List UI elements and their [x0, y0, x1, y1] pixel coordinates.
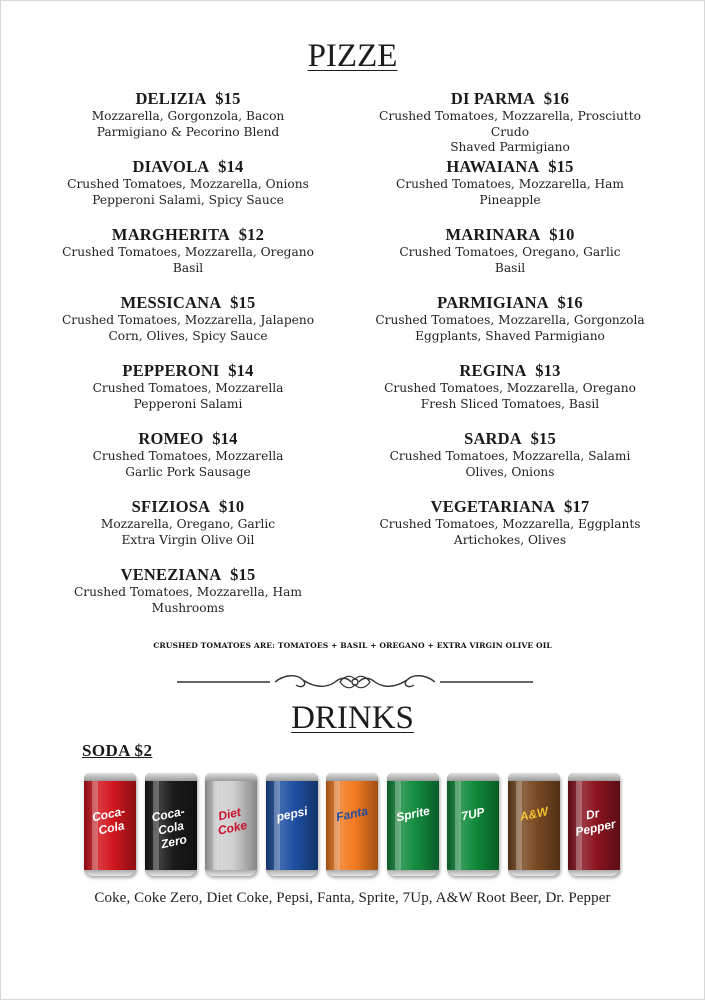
pizza-name: MESSICANA — [120, 293, 222, 312]
pizza-name-price — [38, 360, 338, 381]
pizza-price: $10 — [218, 497, 245, 516]
pizze-heading: PIZZE — [307, 38, 398, 74]
pizza-name-price — [360, 496, 660, 517]
pizza-name: DIAVOLA — [132, 157, 210, 176]
pizza-ingredients-line-1: Crushed Tomatoes, Mozzarella, Salami — [389, 449, 631, 463]
pizza-item — [38, 224, 338, 292]
pizza-ingredients-line-1: Crushed Tomatoes, Mozzarella, Ham — [395, 177, 624, 191]
pizza-ingredients-line-2: Pepperoni Salami — [133, 396, 243, 411]
soda-can-icon — [84, 773, 136, 876]
soda-cans-image — [84, 773, 624, 878]
pizza-column-left — [38, 88, 338, 632]
pizza-item — [38, 496, 338, 564]
pizza-column-right — [360, 88, 660, 564]
pizza-price: $12 — [238, 225, 265, 244]
pizza-price: $16 — [543, 89, 570, 108]
pizza-ingredients-line-1: Crushed Tomatoes, Mozzarella, Onions — [67, 177, 309, 191]
pizza-name: SFIZIOSA — [131, 497, 211, 516]
pizza-ingredients-line-2: Olives, Onions — [465, 464, 555, 479]
pizza-ingredients-line-1: Mozzarella, Oregano, Garlic — [100, 517, 276, 531]
pizza-name-price — [360, 224, 660, 245]
soda-can-logo: A&W — [518, 804, 549, 824]
soda-can-icon — [447, 773, 499, 876]
pizza-item — [360, 156, 660, 224]
pizza-ingredients-line-1: Crushed Tomatoes, Mozzarella — [92, 381, 284, 395]
soda-can-logo: Sprite — [394, 803, 431, 825]
pizza-name: DELIZIA — [135, 89, 207, 108]
pizza-name: PARMIGIANA — [437, 293, 549, 312]
pizza-name: VEGETARIANA — [430, 497, 556, 516]
pizza-ingredients-line-2: Basil — [172, 260, 204, 275]
pizza-price: $15 — [230, 293, 256, 312]
pizza-item — [360, 496, 660, 564]
pizza-ingredients-line-2: Parmigiano & Pecorino Blend — [96, 124, 280, 139]
pizza-ingredients-line-1: Crushed Tomatoes, Mozzarella, Prosciutto Crudo — [379, 109, 641, 139]
pizza-name: DI PARMA — [450, 89, 536, 108]
pizza-ingredients-line-1: Crushed Tomatoes, Mozzarella — [92, 449, 284, 463]
pizza-name-price — [38, 224, 338, 245]
pizza-name-price — [38, 88, 338, 109]
pizza-name: ROMEO — [138, 429, 204, 448]
pizza-ingredients-line-1: Crushed Tomatoes, Mozzarella, Eggplants — [379, 517, 641, 531]
pizza-item — [360, 292, 660, 360]
pizza-item — [38, 564, 338, 632]
pizza-ingredients-line-2: Pepperoni Salami, Spicy Sauce — [92, 192, 284, 207]
soda-can-icon — [145, 773, 197, 876]
ornamental-divider — [175, 671, 535, 693]
pizza-name: PEPPERONI — [122, 361, 220, 380]
pizza-item — [360, 360, 660, 428]
pizza-item — [38, 360, 338, 428]
pizza-item — [38, 292, 338, 360]
pizza-name-price — [38, 428, 338, 449]
pizza-name: MARGHERITA — [111, 225, 231, 244]
pizza-ingredients-line-2: Garlic Pork Sausage — [125, 464, 251, 479]
pizza-price: $14 — [228, 361, 254, 380]
soda-can-icon — [205, 773, 257, 876]
pizza-price: $10 — [549, 225, 575, 244]
pizza-price: $15 — [230, 565, 256, 584]
drinks-heading: DRINKS — [291, 700, 414, 736]
pizza-ingredients-line-1: Crushed Tomatoes, Mozzarella, Ham — [73, 585, 302, 599]
soda-can-icon — [387, 773, 439, 876]
pizza-price: $16 — [557, 293, 583, 312]
pizza-name-price — [38, 156, 338, 177]
soda-can-icon — [508, 773, 560, 876]
pizza-ingredients-line-1: Crushed Tomatoes, Mozzarella, Oregano — [384, 381, 636, 395]
pizza-ingredients-line-1: Crushed Tomatoes, Mozzarella, Oregano — [62, 245, 314, 259]
soda-can-logo: Dr Pepper — [574, 805, 617, 839]
pizza-item — [360, 428, 660, 496]
pizza-ingredients-line-2: Pineapple — [479, 192, 541, 207]
pizza-ingredients-line-2: Mushrooms — [151, 600, 225, 615]
soda-can-logo: Coca-Cola — [90, 803, 127, 838]
soda-can-icon — [326, 773, 378, 876]
pizza-name: HAWAIANA — [446, 157, 540, 176]
pizza-name: REGINA — [459, 361, 527, 380]
pizza-name-price — [38, 496, 338, 517]
pizza-price: $15 — [530, 429, 556, 448]
pizza-price: $14 — [212, 429, 238, 448]
pizza-ingredients-line-2: Corn, Olives, Spicy Sauce — [108, 328, 268, 343]
pizza-ingredients-line-2: Shaved Parmigiano — [450, 140, 570, 154]
pizza-price: $17 — [564, 497, 590, 516]
pizza-name-price — [360, 360, 660, 381]
pizza-name-price — [360, 156, 660, 177]
pizza-name: VENEZIANA — [120, 565, 222, 584]
soda-can-logo: Diet Coke — [216, 804, 249, 838]
pizza-ingredients-line-2: Extra Virgin Olive Oil — [121, 532, 255, 547]
pizza-item — [360, 224, 660, 292]
pizza-price: $15 — [548, 157, 574, 176]
pizza-price: $13 — [535, 361, 561, 380]
soda-can-icon — [266, 773, 318, 876]
soda-can-logo: Fanta — [334, 803, 370, 825]
soda-can-logo: Coca-Cola Zero — [149, 803, 188, 852]
pizza-ingredients-line-1: Crushed Tomatoes, Oregano, Garlic — [399, 245, 621, 259]
pizza-name: SARDA — [464, 429, 522, 448]
soda-can-logo: 7UP — [460, 804, 486, 824]
soda-can-logo: pepsi — [274, 803, 309, 825]
pizza-item — [38, 156, 338, 224]
pizza-ingredients-line-1: Crushed Tomatoes, Mozzarella, Jalapeno — [61, 313, 315, 327]
crushed-tomatoes-note: CRUSHED TOMATOES ARE: TOMATOES + BASIL + OREGANO + EXTRA VIRGIN OLIVE OIL — [153, 641, 552, 650]
pizza-name-price — [360, 292, 660, 313]
pizza-name: MARINARA — [445, 225, 541, 244]
soda-can-icon — [568, 773, 620, 876]
pizza-item — [360, 88, 660, 156]
pizza-ingredients-line-1: Mozzarella, Gorgonzola, Bacon — [91, 109, 285, 123]
pizza-price: $14 — [218, 157, 244, 176]
pizza-ingredients-line-1: Crushed Tomatoes, Mozzarella, Gorgonzola — [375, 313, 645, 327]
pizza-ingredients-line-2: Fresh Sliced Tomatoes, Basil — [420, 396, 600, 411]
pizza-item — [38, 88, 338, 156]
pizza-name-price — [38, 564, 338, 585]
pizza-item — [38, 428, 338, 496]
soda-price-label: SODA $2 — [82, 741, 153, 760]
pizza-ingredients-line-2: Artichokes, Olives — [453, 532, 567, 547]
pizza-name-price — [360, 428, 660, 449]
soda-list: Coke, Coke Zero, Diet Coke, Pepsi, Fanta, Sprite, 7Up, A&W Root Beer, Dr. Pepper — [94, 890, 611, 906]
pizza-ingredients-line-2: Eggplants, Shaved Parmigiano — [415, 328, 605, 343]
pizza-price: $15 — [215, 89, 241, 108]
pizza-name-price — [360, 88, 660, 109]
pizza-name-price — [38, 292, 338, 313]
pizza-ingredients-line-2: Basil — [494, 260, 526, 275]
